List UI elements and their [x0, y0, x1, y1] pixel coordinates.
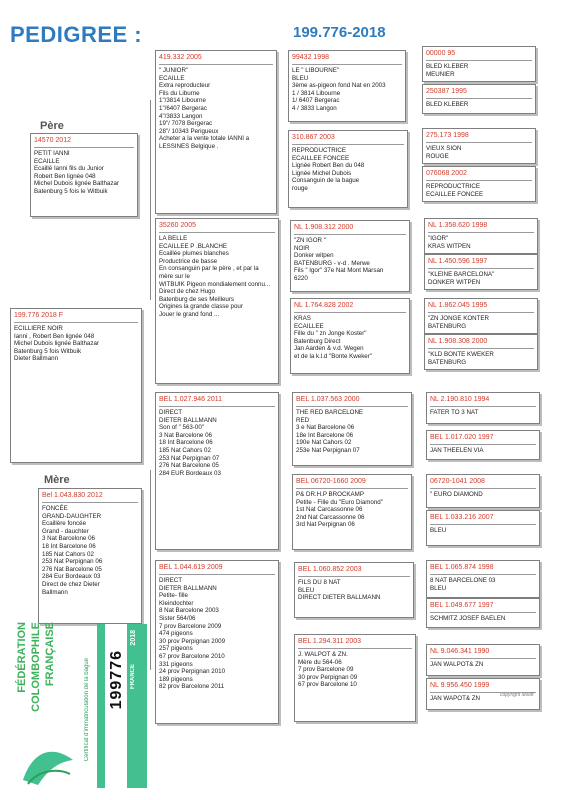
pedigree-line: BLED KLEBER [426, 101, 469, 108]
ancestor-ring: BEL 1.294.311 2003 [298, 638, 362, 645]
grandparent-ring: BEL 1.027.946 2011 [159, 396, 223, 403]
pedigree-line: 185 Nat Cahors 02 [159, 446, 211, 454]
dam-line: GRAND-DAUGHTER [42, 512, 102, 520]
pedigree-line: REPRODUCTRICE [292, 147, 346, 154]
ancestor-ring: BEL 1.017.020 1997 [430, 434, 494, 441]
band-year: 2018 [130, 630, 137, 646]
sire-line: Michel Dubois lignée Balthazar [34, 180, 119, 188]
pedigree-line: THE RED BARCELONE [296, 409, 364, 416]
pedigree-line: RED [296, 416, 310, 424]
ancestor-ring: 06720-1041 2008 [430, 478, 485, 485]
pedigree-line: Productrice de basse [159, 257, 218, 265]
pedigree-line: 82 prov Barcelone 2011 [159, 683, 225, 691]
sire-line: PETIT IANNI [34, 150, 70, 157]
pedigree-line: LE " LIBOURNE" [292, 67, 340, 74]
pedigree-line: 3 Nat Barcelone 06 [159, 431, 212, 439]
ancestor-ring: NL 1.764.828 2002 [294, 302, 354, 309]
pedigree-line: Mère du 564-06 [298, 658, 342, 666]
pedigree-line: VIEUX SION [426, 145, 462, 152]
pedigree-line: 1/ 6407 Bergerac [292, 97, 340, 105]
dam-line: 3 Nat Barcelone 06 [42, 535, 95, 543]
federation-logo [16, 622, 91, 746]
pedigree-line: Batenburg Direct [294, 337, 341, 345]
pedigree-line: Extra reproducteur [159, 82, 211, 90]
pedigree-line: BLEU [298, 586, 315, 594]
pedigree-line: 3ème as-pigeon fond Nat en 2003 [292, 82, 386, 90]
grandparent-ring: BEL 1.044.619 2009 [159, 564, 223, 571]
ancestor-card[interactable] [426, 430, 540, 460]
pedigree-line: FILS DU 8 NAT [298, 579, 341, 586]
ancestor-card[interactable] [426, 560, 540, 598]
pedigree-line: 1"/3814 Libourne [159, 97, 206, 105]
pedigree-line: BLEU [292, 74, 309, 82]
pedigree-line: " JUNIOR" [159, 67, 189, 74]
pedigree-line: 18e Int Barcelone 06 [296, 431, 354, 439]
ancestor-ring: 076068 2002 [426, 170, 467, 177]
subject-line: ECILLIERE NOIR [14, 325, 63, 332]
band-number: 199776 [108, 650, 125, 710]
dam-line: Ecaillère foncée [42, 520, 87, 528]
pedigree-line: "ZN IGOR " [294, 237, 326, 244]
dam-line: 276 Nat Barcelone 05 [42, 565, 102, 573]
dam-label: Mère [44, 474, 70, 486]
pedigree-line: 257 pigeons [159, 645, 193, 653]
pedigree-line: BATENBURG - v-d . Merwe [294, 259, 370, 267]
ancestor-ring: NL 9.956.450 1999 [430, 682, 490, 689]
ancestor-card[interactable] [426, 644, 540, 676]
pedigree-line: Jan Aarden & v.d. Wegen [294, 345, 364, 353]
pedigree-line: "ZN JONGE KONTER [428, 315, 489, 322]
pedigree-line: 8 Nat Barcelone 2003 [159, 607, 219, 615]
ancestor-card[interactable] [424, 334, 538, 370]
subject-line: Ianni , Robert Ben lignée 048 [14, 332, 95, 340]
great-grandparent-card[interactable] [288, 50, 406, 122]
pedigree-line: BATENBURG [428, 358, 467, 366]
pedigree-line: Consanguin de la bague [292, 177, 360, 185]
pedigree-line: Jouer le grand fond ... [159, 310, 220, 318]
pedigree-line: REPRODUCTRICE [426, 183, 480, 190]
dam-line: Direct de chez Dieter [42, 580, 100, 588]
dam-line: Ballmann [42, 588, 68, 596]
pedigree-line: KRAS [294, 315, 311, 322]
pedigree-line: ECAILLEE FONCEE [292, 154, 350, 162]
grandparent-card[interactable] [155, 392, 279, 550]
pedigree-line: 6220 [294, 274, 308, 282]
pedigree-line: 3rd Nat Perpignan 06 [296, 521, 355, 529]
pedigree-line: mère sur le [159, 272, 190, 280]
pedigree-line: Origines la grande classe pour [159, 303, 243, 311]
pedigree-line: Donker witpen [294, 252, 334, 260]
pedigree-line: 28"/ 10343 Perigueux [159, 127, 219, 135]
grandparent-ring: 419.332 2005 [159, 54, 202, 61]
pedigree-line: 24 prov Perpignan 2010 [159, 668, 226, 676]
pedigree-line: " EURO DIAMOND [430, 491, 483, 498]
pedigree-line: 284 EUR Bordeaux 03 [159, 469, 221, 477]
sire-line: Robert Ben lignée 048 [34, 172, 96, 180]
ancestor-card[interactable] [426, 392, 540, 424]
ring-band [97, 624, 147, 788]
dam-line: 284 Eur Bordeaux 03 [42, 573, 101, 581]
sire-card[interactable] [30, 133, 138, 217]
grandparent-ring: 35260 2005 [159, 222, 196, 229]
pedigree-line: "KLEINE BARCELONA" [428, 271, 495, 278]
pedigree-line: 3 e Nat Barcelone 06 [296, 424, 355, 432]
ancestor-ring: NL 1.450.596 1997 [428, 258, 488, 265]
ancestor-card[interactable] [426, 598, 540, 628]
sire-ring: 14570 2012 [34, 137, 71, 144]
ancestor-ring: 310.867 2003 [292, 134, 335, 141]
pedigree-line: 276 Nat Barcelone 05 [159, 462, 219, 470]
pedigree-line: Fille du " zn Jonge Koster" [294, 330, 367, 338]
pedigree-line: SCHMITZ JOSEF BAELEN [430, 615, 506, 622]
pedigree-line: BLEU [430, 527, 447, 534]
pedigree-line: MEUNIER [426, 70, 455, 78]
ancestor-ring: 250387 1995 [426, 88, 467, 95]
certificate-text: Certificat d'immatriculation de la bague [84, 658, 90, 762]
grandparent-card[interactable] [155, 560, 279, 724]
subject-line: Michel Dubois lignée Balthazar [14, 340, 99, 348]
pedigree-line: FATER TO 3 NAT [430, 409, 479, 416]
ancestor-ring: BEL 1.049.677 1997 [430, 602, 494, 609]
ancestor-card[interactable] [424, 298, 538, 334]
pedigree-line: 1 / 3814 Libourne [292, 89, 341, 97]
pedigree-line: Lignée Michel Dubois [292, 169, 352, 177]
ancestor-card[interactable] [422, 84, 536, 114]
pigeon-ring-number: 199.776-2018 [293, 24, 386, 41]
federation-text: FÉDÉRATION [16, 622, 28, 693]
pedigree-line: ECAILLEE P .BLANCHE [159, 242, 227, 250]
sire-line: Batenburg 5 fois le Witbuik [34, 187, 108, 195]
pedigree-line: BLEU [430, 584, 447, 592]
pedigree-line: LA BELLE [159, 235, 188, 242]
pedigree-line: Fils " Igor" 37e Nat Mont Marsan [294, 267, 384, 275]
pedigree-line: NOIR [294, 244, 310, 252]
great-grandparent-card[interactable] [292, 474, 412, 550]
pedigree-line: 8 NAT BARCELONE 03 [430, 577, 496, 584]
pedigree-line: 189 pigeons [159, 675, 193, 683]
pedigree-line: 19"/ 7078 Bergerac [159, 120, 213, 128]
pedigree-line: Son of " 563-00" [159, 424, 204, 432]
pedigree-line: Direct de chez Hugo [159, 288, 216, 296]
pedigree-line: J. WALPOT & ZN. [298, 651, 348, 658]
great-grandparent-card[interactable] [288, 130, 408, 208]
pedigree-line: DIETER BALLMANN [159, 584, 217, 592]
ancestor-ring: 99432 1998 [292, 54, 329, 61]
great-grandparent-card[interactable] [294, 562, 414, 618]
great-grandparent-card[interactable] [290, 220, 410, 292]
pedigree-line: Fils du Liburne [159, 89, 200, 97]
subject-line: Dieter Ballmann [14, 355, 59, 363]
dam-line: Grand - dauchter [42, 527, 89, 535]
sire-line: ECAILLE [34, 157, 60, 165]
subject-card[interactable] [10, 308, 142, 463]
pedigree-line: 7 prov Barcelone 09 [298, 666, 354, 674]
great-grandparent-card[interactable] [290, 298, 410, 374]
pedigree-line: ECAILLEE [294, 322, 324, 330]
ancestor-card[interactable] [424, 254, 538, 290]
pedigree-line: et de la k.l.d "Bonte Kweker" [294, 352, 372, 360]
dam-line: FONCÉE [42, 505, 68, 512]
copyright-note: copyright idsoft [500, 692, 534, 698]
pedigree-line: 67 prov Barcelone 10 [298, 681, 357, 689]
ancestor-ring: BEL 1.065.874 1998 [430, 564, 494, 571]
dam-card[interactable] [38, 488, 142, 624]
pedigree-line: LESSINES Belgique . [159, 142, 219, 150]
pedigree-line: rouge [292, 184, 308, 192]
ancestor-ring: NL 1.908.308 2000 [428, 338, 488, 345]
ring-certificate-stamp [10, 622, 150, 792]
pedigree-line: ECAILLE [159, 74, 185, 82]
pedigree-line: DIETER BALLMANN [159, 416, 217, 424]
dam-line: 185 Nat Cahors 02 [42, 550, 94, 558]
pedigree-line: KRAS WITPEN [428, 242, 471, 250]
pedigree-line: 4"/3833 Langon [159, 112, 203, 120]
pedigree-line: 7 prov Barcelone 2009 [159, 622, 222, 630]
ancestor-ring: BEL 1.037.563 2000 [296, 396, 360, 403]
ancestor-ring: NL 9.046.341 1990 [430, 648, 490, 655]
federation-text: FRANÇAISE [44, 622, 56, 687]
pedigree-line: Petite- fille [159, 592, 188, 600]
pedigree-line: Ecaillée plumes blanches [159, 250, 229, 258]
pedigree-line: Lignée Robert Ben du 048 [292, 162, 365, 170]
pedigree-line: ECAILLEE FONCEE [426, 190, 484, 198]
sire-line: Ecaillé Ianni fils du Junior [34, 165, 104, 173]
pedigree-line: DONKER WITPEN [428, 278, 481, 286]
pedigree-line: "KLD BONTE KWEKER [428, 351, 494, 358]
pedigree-line: WITBUIK Pigeon mondialement connu... [159, 280, 271, 288]
ancestor-ring: 00000 95 [426, 50, 456, 57]
subject-ring: 199.776 2018 F [14, 312, 64, 319]
pedigree-line: DIRECT [159, 409, 183, 416]
pedigree-line: 4 / 3833 Langon [292, 104, 337, 112]
ancestor-ring: BEL 1.060.852 2003 [298, 566, 362, 573]
ancestor-card[interactable] [422, 46, 536, 82]
pedigree-line: 1st Nat Carcassonne 06 [296, 506, 363, 514]
ancestor-ring: BEL 1.033.216 2007 [430, 514, 494, 521]
pedigree-line: P& DR.H.P BROCKAMP [296, 491, 364, 498]
ancestor-card[interactable] [422, 128, 536, 164]
pedigree-line: 331 pigeons [159, 660, 193, 668]
ancestor-card[interactable] [426, 510, 540, 546]
pedigree-line: 1"/6407 Bergerac [159, 104, 207, 112]
great-grandparent-card[interactable] [292, 392, 412, 466]
grandparent-card[interactable] [155, 50, 277, 214]
pedigree-line: 253 Nat Perpignan 07 [159, 454, 220, 462]
ancestor-card[interactable] [422, 166, 536, 202]
federation-text: COLOMBOPHILE [30, 622, 42, 712]
ancestor-ring: NL 1.358.620 1998 [428, 222, 488, 229]
pedigree-line: 30 prov Perpignan 09 [298, 673, 358, 681]
pedigree-line: DIRECT DIETER BALLMANN [298, 594, 381, 602]
great-grandparent-card[interactable] [294, 634, 416, 722]
pedigree-line: 30 prov Perpignan 2009 [159, 637, 226, 645]
dam-line: 18 Int Barcelone 06 [42, 542, 96, 550]
pedigree-line: DIRECT [159, 577, 183, 584]
ancestor-ring: BEL 06720-1660 2009 [296, 478, 366, 485]
pedigree-line: 2nd Nat Carcassonne 06 [296, 513, 365, 521]
ancestor-ring: NL 1.908.312 2000 [294, 224, 354, 231]
band-country: FRANCE [130, 664, 136, 689]
pedigree-line: BATENBURG [428, 322, 467, 330]
pedigree-line: ROUGE [426, 152, 449, 160]
pedigree-line: Petite - Fille du "Euro Diamond" [296, 498, 383, 506]
ancestor-ring: NL 1.862.045 1995 [428, 302, 488, 309]
subject-line: Batenburg 5 fois Witbuik [14, 347, 82, 355]
pedigree-line: Batenburg de ses Meilleurs [159, 295, 234, 303]
ancestor-ring: 275.173 1998 [426, 132, 469, 139]
pedigree-line: 190e Nat Cahors 02 [296, 439, 352, 447]
pedigree-line: 18 Int Barcelone 06 [159, 439, 213, 447]
pedigree-line: JAN WAPOT& ZN [430, 695, 480, 702]
pedigree-line: BLED KLEBER [426, 63, 469, 70]
ancestor-ring: NL 2.190.810 1994 [430, 396, 490, 403]
dam-line: 253 Nat Perpignan 06 [42, 558, 103, 566]
pedigree-line: 253e Nat Perpignan 07 [296, 446, 360, 454]
pigeon-icon [18, 740, 78, 790]
dam-ring: Bel 1.043.830 2012 [42, 492, 103, 499]
pedigree-line: 67 prov Barcelone 2010 [159, 652, 225, 660]
pedigree-line: Acheter a la vente totale IANNI a [159, 135, 250, 143]
ancestor-card[interactable] [426, 474, 540, 508]
pedigree-line: "IGOR" [428, 235, 449, 242]
pedigree-line: En consanguin par le père , et par la [159, 265, 259, 273]
pedigree-line: JAN WALPOT& ZN [430, 661, 484, 668]
ancestor-card[interactable] [424, 218, 538, 254]
pedigree-line: 474 pigeons [159, 630, 193, 638]
grandparent-card[interactable] [155, 218, 279, 384]
pedigree-line: Sister 564/06 [159, 614, 196, 622]
pedigree-line: JAN THEELEN VIA [430, 447, 484, 454]
pedigree-line: Kleindochter [159, 599, 194, 607]
sire-label: Père [40, 120, 64, 132]
page-title: PEDIGREE : [10, 22, 143, 47]
